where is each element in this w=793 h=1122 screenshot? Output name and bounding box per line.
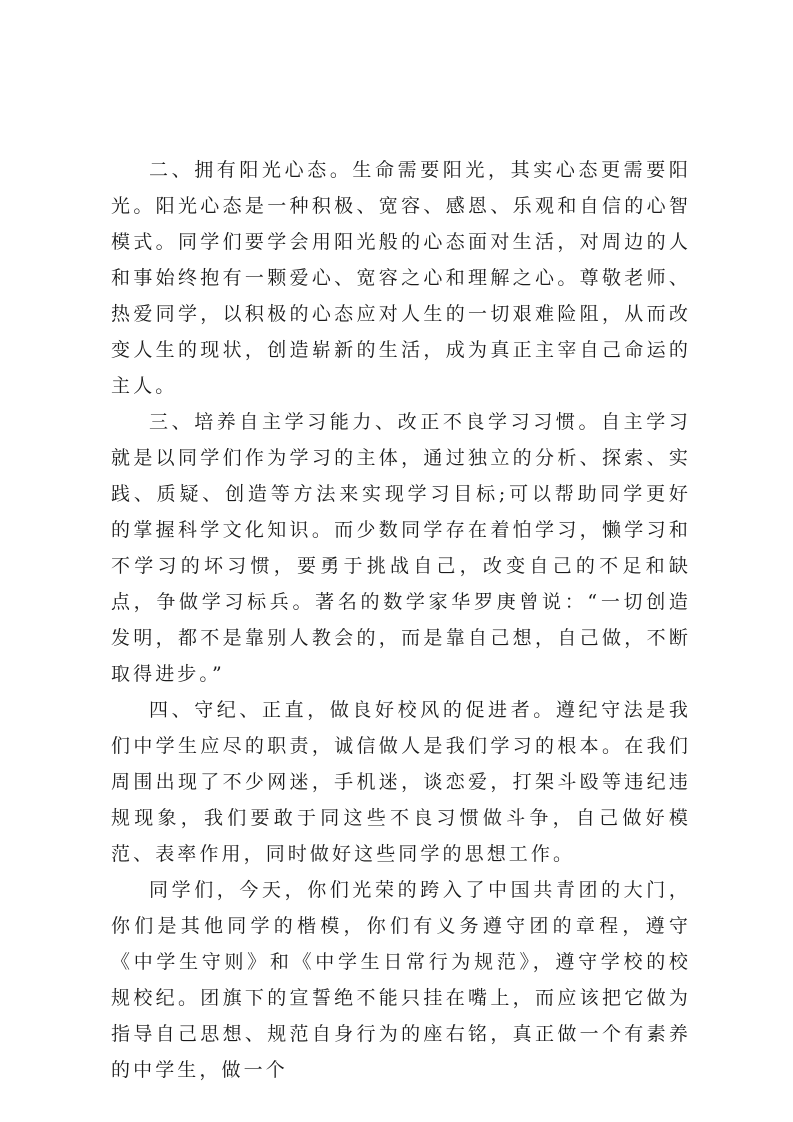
paragraph-discipline: 四、守纪、正直，做良好校风的促进者。遵纪守法是我们中学生应尽的职责，诚信做人是我们学习的根本。在我们周围出现了不少网迷，手机迷，谈恋爱，打架斗殴等违纪违规现象，我们要敢于同这些不良习惯做斗争，自己做好模范、表率作用，同时做好这些同学的思想工作。: [111, 699, 691, 865]
body-text: [111, 152, 691, 1088]
paragraph-address-to-students: 同学们，今天，你们光荣的跨入了中国共青团的大门，你们是其他同学的楷模，你们有义务遵守团的章程，遵守《中学生守则》和《中学生日常行为规范》，遵守学校的校规校纪。团旗下的宣誓绝不能只挂在嘴上，而应该把它做为指导自己思想、规范自身行为的座右铭，真正做一个有素养的中学生，做一个: [111, 879, 691, 1081]
paragraph-self-study: 三、培养自主学习能力、改正不良学习习惯。自主学习就是以同学们作为学习的主体，通过独立的分析、探索、实践、质疑、创造等方法来实现学习目标;可以帮助同学更好的掌握科学文化知识。而少数同学存在着怕学习，懒学习和不学习的坏习惯，要勇于挑战自己，改变自己的不足和缺点，争做学习标兵。著名的数学家华罗庚曾说：“一切创造发明，都不是靠别人教会的，而是靠自己想，自己做，不断取得进步。”: [111, 411, 691, 685]
paragraph-sunny-mindset: 二、拥有阳光心态。生命需要阳光，其实心态更需要阳光。阳光心态是一种积极、宽容、感恩、乐观和自信的心智模式。同学们要学会用阳光般的心态面对生活，对周边的人和事始终抱有一颗爱心、宽容之心和理解之心。尊敬老师、热爱同学，以积极的心态应对人生的一切艰难险阻，从而改变人生的现状，创造崭新的生活，成为真正主宰自己命运的主人。: [111, 159, 691, 397]
